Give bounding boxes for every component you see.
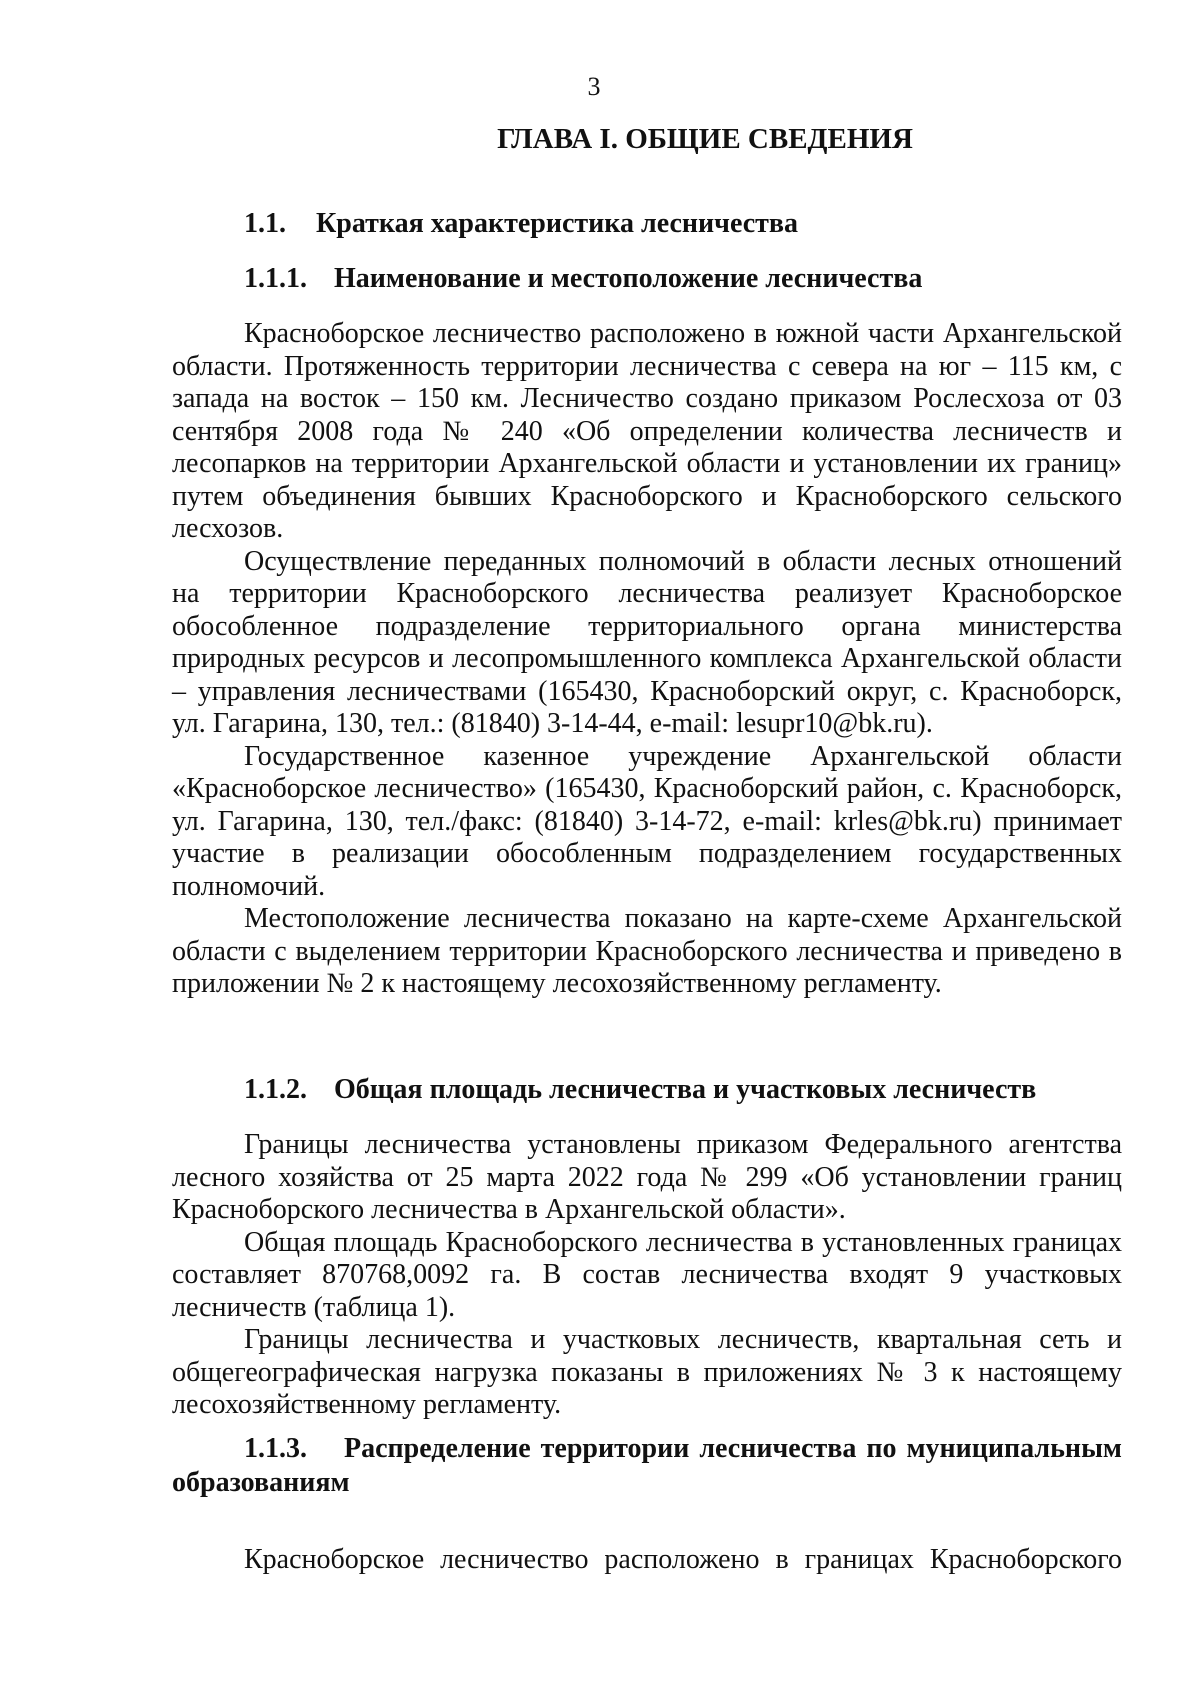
section-title: Наименование и местоположение лесничества xyxy=(334,263,923,294)
paragraph: Границы лесничества установлены приказом Федерального агентства лесного хозяйства от 25 марта 2022 года № 299 «Об установлении границ Красноборского лесничества в Архангельской области». xyxy=(172,1129,1122,1225)
section-number: 1.1.3. xyxy=(244,1433,307,1464)
section-title: Распределение территории лесничества по муниципальным образованиям xyxy=(172,1433,1123,1498)
paragraph: Общая площадь Красноборского лесничества в установленных границах составляет 870768,0092 га. В состав лесничества входят 9 участковых лесничеств (таблица 1). xyxy=(172,1226,1122,1323)
section-1-1-2-body xyxy=(172,1129,1122,1422)
paragraph: Границы лесничества и участковых лесничеств, квартальная сеть и общегеографическая нагрузка показаны в приложениях № 3 к настоящему лесохозяйственному регламенту. xyxy=(172,1324,1122,1420)
section-1-1-1-body xyxy=(172,318,1122,1001)
section-title: Общая площадь лесничества и участковых лесничеств xyxy=(334,1074,1037,1105)
page-number: 3 xyxy=(587,72,601,101)
section-number: 1.1. xyxy=(244,208,286,239)
section-heading-1-1-1 xyxy=(172,262,1194,296)
section-heading-1-1 xyxy=(172,207,1194,241)
paragraph: Государственное казенное учреждение Архангельской области «Красноборское лесничество» (165430, Красноборский район, с. Красноборск, ул. Гагарина, 130, тел./факс: (81840) 3-14-72, e-mail: krles@bk.ru) принимает участие в реализации обособленным подразделением государственных полномочий. xyxy=(172,740,1122,902)
section-1-1-3-body xyxy=(172,1544,1122,1577)
section-title: Краткая характеристика лесничества xyxy=(316,208,799,239)
paragraph: Красноборское лесничество расположено в границах Красноборского xyxy=(244,1544,1122,1575)
chapter-title xyxy=(0,122,1200,156)
paragraph: Красноборское лесничество расположено в южной части Архангельской области. Протяженность территории лесничества с севера на юг – 115 км, с запада на восток – 150 км. Лесничество создано приказом Рослесхоза от 03 сентября 2008 года № 240 «Об определении количества лесничеств и лесопарков на территории Архангельской области и установлении их границ» путем объединения бывших Красноборского и Красноборского сельского лесхозов. xyxy=(172,318,1122,544)
section-number: 1.1.2. xyxy=(244,1074,307,1105)
paragraph: Местоположение лесничества показано на карте-схеме Архангельской области с выделением территории Красноборского лесничества и приведено в приложении № 2 к настоящему лесохозяйственному регламенту. xyxy=(172,903,1122,999)
section-heading-1-1-3 xyxy=(172,1432,1122,1500)
chapter-title-text: ГЛАВА I. ОБЩИЕ СВЕДЕНИЯ xyxy=(497,123,913,155)
section-heading-1-1-2 xyxy=(172,1073,1194,1107)
section-number: 1.1.1. xyxy=(244,263,307,294)
paragraph: Осуществление переданных полномочий в области лесных отношений на территории Красноборского лесничества реализует Красноборское обособленное подразделение территориального органа министерства природных ресурсов и лесопромышленного комплекса Архангельской области – управления лесничествами (165430, Красноборский округ, с. Красноборск, ул. Гагарина, 130, тел.: (81840) 3-14-44, e-mail: lesupr10@bk.ru). xyxy=(172,545,1122,739)
